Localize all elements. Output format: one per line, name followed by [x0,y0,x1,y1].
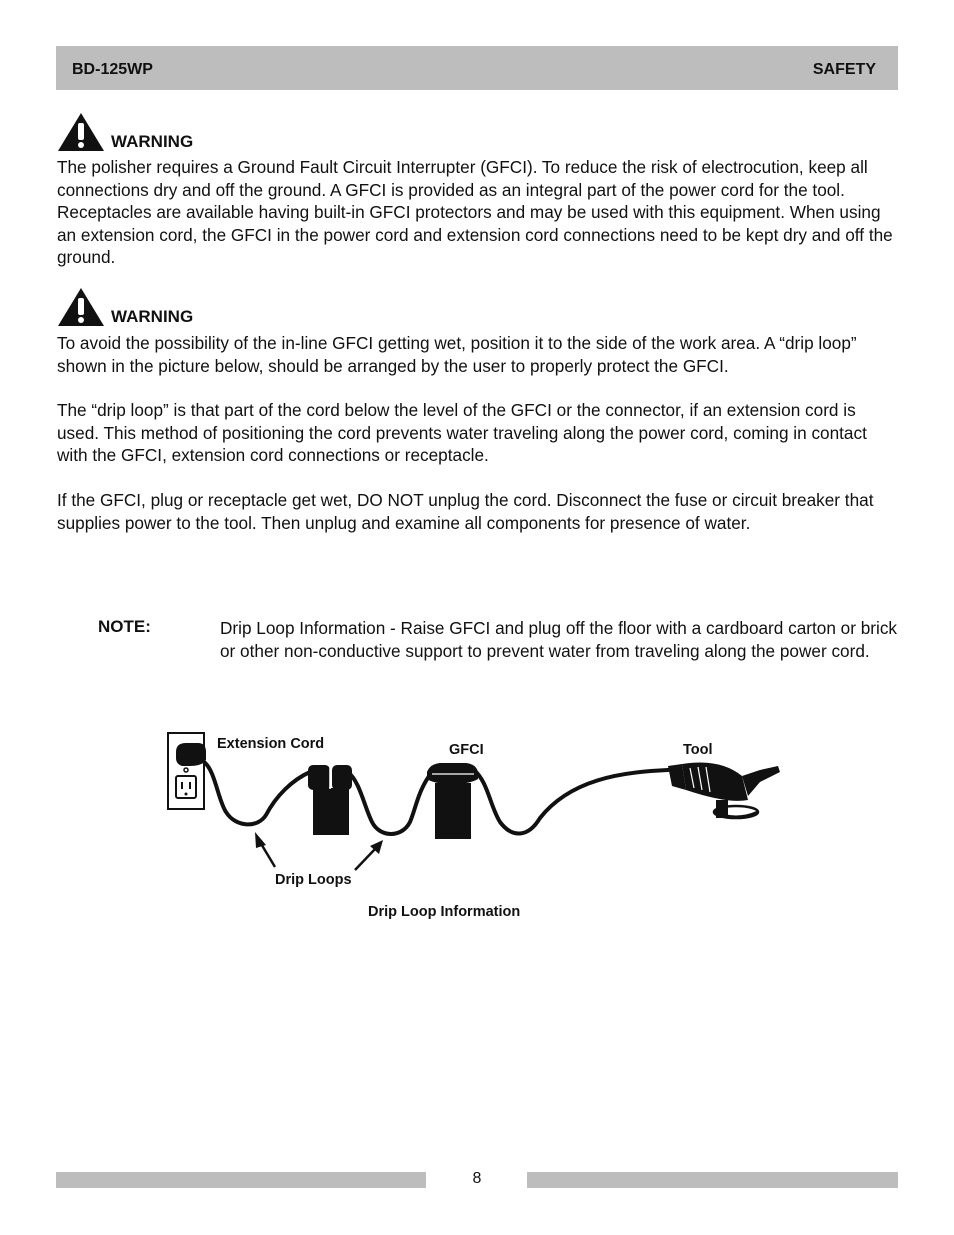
warning-label-2: WARNING [111,307,194,326]
header-model: BD-125WP [72,61,153,78]
figure-caption: Drip Loop Information [368,904,521,920]
label-tool: Tool [683,742,713,758]
drip-loop-arrows [255,832,383,870]
label-drip-loops: Drip Loops [275,872,352,888]
wall-plug-icon [176,743,206,766]
gfci-device [427,763,478,839]
label-gfci: GFCI [449,742,484,758]
warning-text-1: The polisher requires a Ground Fault Circuit Interrupter (GFCI). To reduce the risk of electrocution, keep all connections dry and off the ground. A GFCI is provided as an integral part of the power cord for the tool. Receptacles are available having built-in GFCI protectors and may be used with this equipment. When using an extension cord, the GFCI in the power cord and extension cord connections need to be kept dry and off the ground. [57,157,893,267]
wet-paragraph: If the GFCI, plug or receptacle get wet, DO NOT unplug the cord. Disconnect the fuse or circuit breaker that supplies power to the tool. Then unplug and examine all components for presence of water. [57,490,874,533]
note-label: NOTE: [98,617,151,636]
drip-loop-paragraph: The “drip loop” is that part of the cord below the level of the GFCI or the connector, if an extension cord is used. This method of positioning the cord prevents water traveling along the power cord, coming in contact with the GFCI, extension cord connections or receptacle. [57,400,867,465]
label-extension-cord: Extension Cord [217,736,325,752]
angle-grinder-icon [668,763,780,819]
note-text: Drip Loop Information - Raise GFCI and plug off the floor with a cardboard carton or brick or other non-conductive support to prevent water from traveling along the power cord. [220,618,898,661]
extension-cord-connector [308,765,352,835]
page-number: 8 [472,1170,482,1187]
warning-text-2: To avoid the possibility of the in-line GFCI getting wet, position it to the side of the work area. A “drip loop” shown in the picture below, should be arranged by the user to properly protect the GFCI. [57,333,857,376]
warning-label-1: WARNING [111,132,194,151]
header-section: SAFETY [812,61,876,78]
